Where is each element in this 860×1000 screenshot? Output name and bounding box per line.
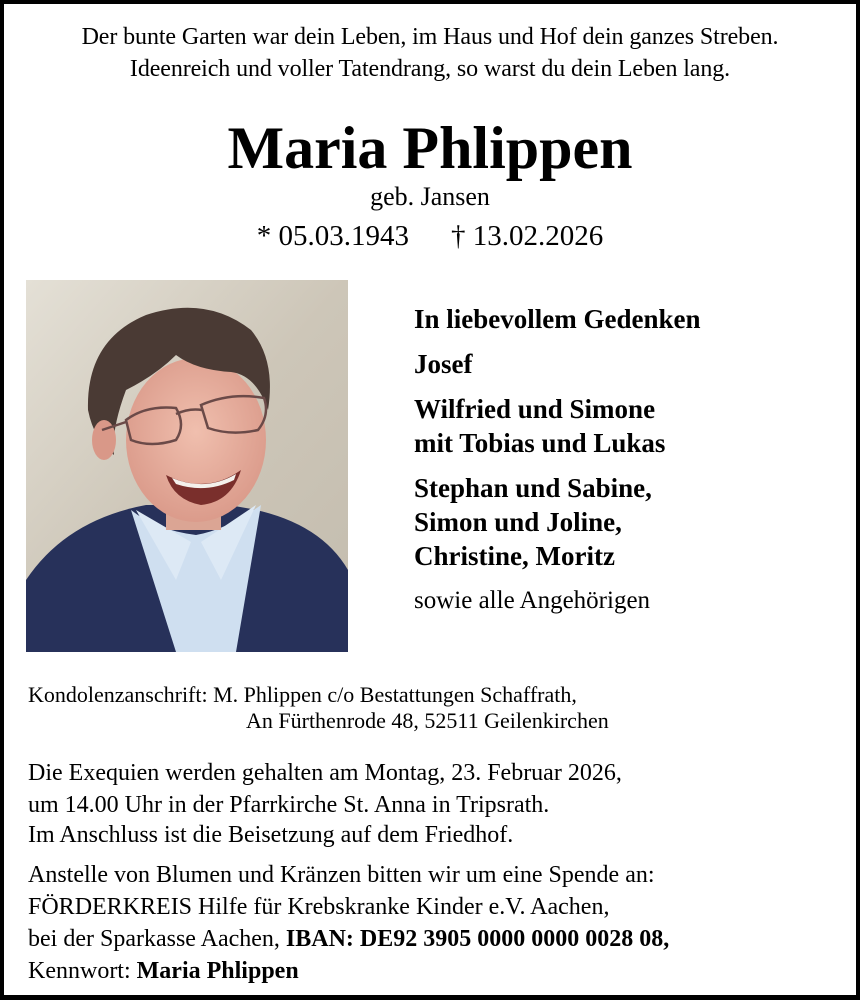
- service-line-2: um 14.00 Uhr in der Pfarrkirche St. Anna in Tripsrath.: [28, 792, 550, 818]
- condolence-address: [28, 682, 577, 708]
- mourner-line: Simon und Joline,: [414, 507, 622, 537]
- mourner-group-1: [414, 347, 701, 381]
- service-line-1: Die Exequien werden gehalten am Montag, 23. Februar 2026,: [28, 760, 622, 786]
- bank-text: bei der Sparkasse Aachen,: [28, 926, 286, 952]
- keyword-value: Maria Phlippen: [136, 958, 299, 984]
- mourner-line: Josef: [414, 349, 473, 379]
- verse-line-1: Der bunte Garten war dein Leben, im Haus und Hof dein ganzes Streben.: [81, 24, 779, 50]
- verse-line-2: Ideenreich und voller Tatendrang, so warst du dein Leben lang.: [129, 56, 731, 82]
- mourner-line: Christine, Moritz: [414, 541, 615, 571]
- death-date: † 13.02.2026: [451, 220, 604, 252]
- iban: IBAN: DE92 3905 0000 0000 0028 08: [285, 926, 664, 952]
- donation-line-2: FÖRDERKREIS Hilfe für Krebskranke Kinder e.V. Aachen,: [28, 894, 610, 920]
- mourner-line: mit Tobias und Lukas: [414, 428, 666, 458]
- life-dates: [4, 220, 856, 253]
- donation-line-1: Anstelle von Blumen und Kränzen bitten wir um eine Spende an:: [28, 862, 655, 888]
- deceased-name: Maria Phlippen: [227, 115, 633, 181]
- relatives-line: sowie alle Angehörigen: [414, 587, 651, 614]
- portrait-photo: [26, 280, 348, 652]
- iban-comma: ,: [663, 926, 670, 952]
- mourner-group-3: [414, 471, 701, 573]
- maiden-name: geb. Jansen: [370, 182, 490, 211]
- portrait-image: [26, 280, 348, 652]
- keyword-label: Kennwort:: [28, 958, 137, 984]
- service-line-3: Im Anschluss ist die Beisetzung auf dem Friedhof.: [28, 822, 514, 848]
- donation-keyword: [28, 958, 299, 985]
- mourners-heading: In liebevollem Gedenken: [414, 304, 701, 334]
- birth-date: * 05.03.1943: [256, 220, 409, 252]
- mourner-line: Wilfried und Simone: [414, 394, 656, 424]
- condolence-line-1: M. Phlippen c/o Bestattungen Schaffrath,: [213, 682, 577, 707]
- condolence-line-2: An Fürthenrode 48, 52511 Geilenkirchen: [246, 708, 609, 733]
- mourner-line: Stephan und Sabine,: [414, 473, 652, 503]
- mourners-list: [414, 302, 701, 618]
- donation-line-3: [28, 926, 669, 953]
- mourner-group-2: [414, 392, 701, 460]
- condolence-label: Kondolenzanschrift:: [28, 682, 208, 707]
